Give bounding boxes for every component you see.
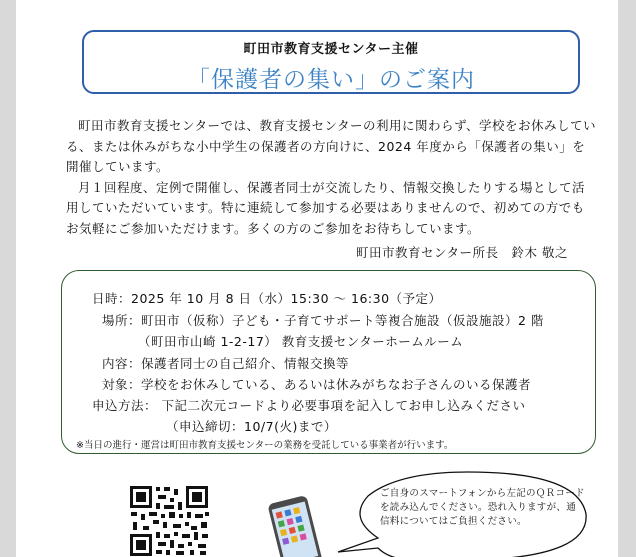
signature: 町田市教育センター所長 鈴木 敬之 — [356, 245, 568, 260]
event-place-address: （町田市山崎 1-2-17） 教育支援センターホームルーム — [138, 334, 464, 349]
apply-method: 申込方法： 下記二次元コードより必要事項を記入してお申し込みください — [92, 398, 526, 413]
event-content: 内容：保護者同士の自己紹介、情報交換等 — [102, 356, 350, 371]
intro-text — [66, 116, 596, 239]
event-datetime: 日時：2025 年 10 月 8 日（水）15:30 ～ 16:30（予定） — [92, 291, 442, 306]
qr-code-icon[interactable] — [128, 484, 210, 557]
qr-instruction: ご自身のスマートフォンから左記のＱＲコードを読み込んでください。恐れ入りますが、通信料についてはご負担ください。 — [380, 488, 585, 527]
event-details-box — [61, 270, 596, 454]
operation-note: ※当日の進行・運営は町田市教育支援センターの業務を受託している事業者が行います。 — [76, 440, 454, 451]
event-target: 対象：学校をお休みしている、あるいは休みがちなお子さんのいる保護者 — [102, 377, 532, 392]
document-page — [16, 0, 618, 557]
smartphone-icon — [259, 493, 329, 557]
organizer: 町田市教育支援センター主催 — [243, 42, 419, 57]
title-box — [82, 30, 580, 94]
event-place: 場所：町田市（仮称）子ども・子育てサポート等複合施設（仮設施設）2 階 — [102, 313, 544, 328]
intro-paragraph-2: 月１回程度、定例で開催し、保護者同士が交流したり、情報交換したりする場として活用していただいています。特に連続して参加する必要はありませんので、初めての方でもお気軽にご参加いただけます。多くの方のご参加をお待ちしています。 — [66, 179, 586, 236]
apply-deadline: （申込締切：10/7(火)まで） — [166, 419, 337, 434]
intro-paragraph-1: 町田市教育支援センターでは、教育支援センターの利用に関わらず、学校をお休みしている、または休みがちな小中学生の保護者の方向けに、2024 年度から「保護者の集い」を開催しています。 — [66, 118, 597, 174]
page-title: 「保護者の集い」のご案内 — [187, 67, 475, 93]
